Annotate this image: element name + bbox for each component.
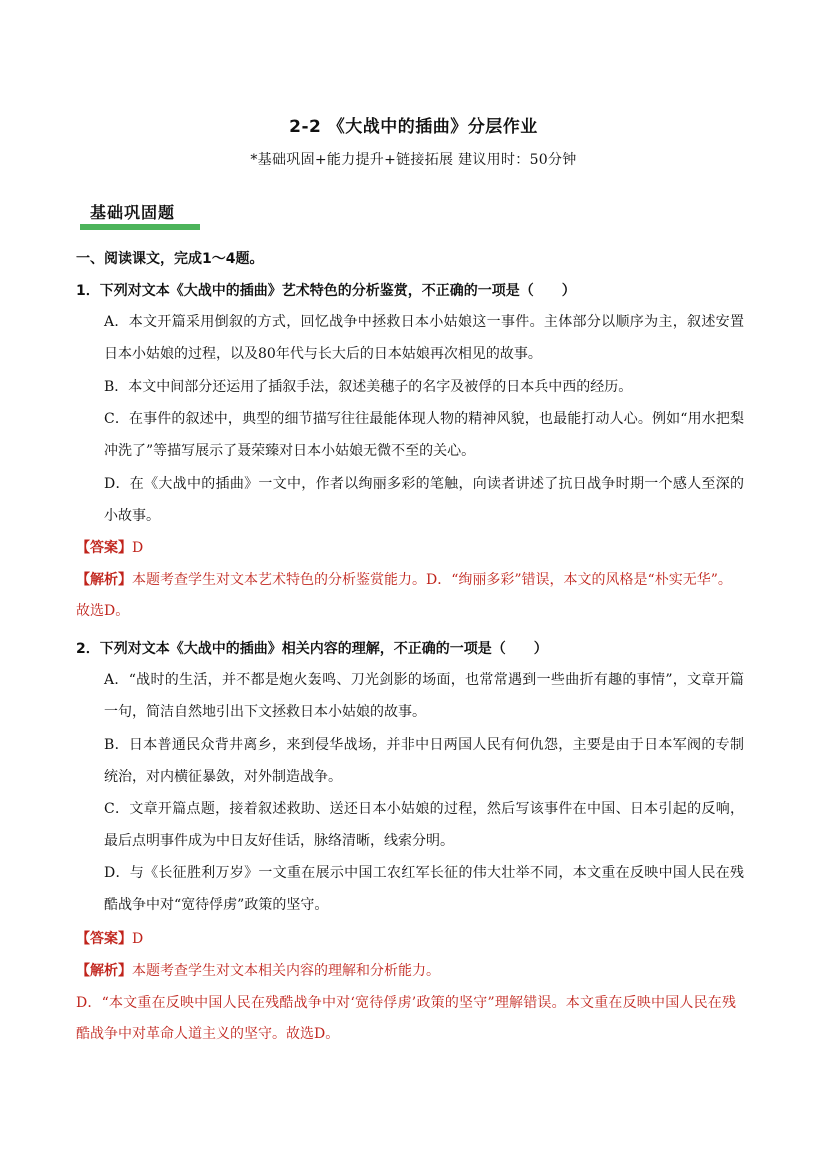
answer-value: D — [132, 540, 144, 556]
question-2-option-d: D．与《长征胜利万岁》一文重在展示中国工农红军长征的伟大壮举不同，本文重在反映中国人民在残酷战争中对“宽待俘虏”政策的坚守。 — [104, 865, 744, 913]
question-2-option-c: C．文章开篇点题，接着叙述救助、送还日本小姑娘的过程，然后写该事件在中国、日本引起的反响，最后点明事件成为中日友好佳话，脉络清晰，线索分明。 — [104, 801, 744, 849]
answer-tag: 【答案】 — [76, 931, 132, 947]
question-1-answer — [76, 533, 736, 564]
question-2-analysis — [76, 956, 736, 987]
analysis-text: 本题考查学生对文本相关内容的理解和分析能力。 — [132, 963, 440, 979]
question-1-stem: 1．下列对文本《大战中的插曲》艺术特色的分析鉴赏，不正确的一项是（ ） — [76, 283, 576, 299]
instruction: 一、阅读课文，完成1～4题。 — [76, 251, 264, 267]
section-underline — [80, 224, 200, 230]
analysis-text: 本题考查学生对文本艺术特色的分析鉴赏能力。D．“绚丽多彩”错误，本文的风格是“朴实无华”。故选D。 — [76, 572, 732, 619]
question-2-option-b: B．日本普通民众背井离乡，来到侵华战场，并非中日两国人民有何仇怨，主要是由于日本军阀的专制统治，对内横征暴敛，对外制造战争。 — [104, 737, 744, 785]
question-2-answer — [76, 924, 736, 955]
analysis-tag: 【解析】 — [76, 963, 132, 979]
question-1-analysis — [76, 565, 736, 627]
question-1-option-b: B．本文中间部分还运用了插叙手法，叙述美穗子的名字及被俘的日本兵中西的经历。 — [104, 379, 633, 395]
section-label: 基础巩固题 — [90, 203, 176, 222]
answer-tag: 【答案】 — [76, 540, 132, 556]
question-1-option-c: C．在事件的叙述中，典型的细节描写往往最能体现人物的精神风貌，也最能打动人心。例如“用水把梨冲洗了”等描写展示了聂荣臻对日本小姑娘无微不至的关心。 — [104, 411, 744, 459]
analysis-tag: 【解析】 — [76, 572, 132, 588]
question-2-option-a: A．“战时的生活，并不都是炮火轰鸣、刀光剑影的场面，也常常遇到一些曲折有趣的事情”，文章开篇一句，简洁自然地引出下文拯救日本小姑娘的故事。 — [104, 672, 744, 720]
question-1-option-a: A．本文开篇采用倒叙的方式，回忆战争中拯救日本小姑娘这一事件。主体部分以顺序为主，叙述安置日本小姑娘的过程，以及80年代与长大后的日本姑娘再次相见的故事。 — [104, 314, 744, 362]
question-2-stem: 2．下列对文本《大战中的插曲》相关内容的理解，不正确的一项是（ ） — [76, 641, 548, 657]
section-badge — [80, 200, 202, 234]
page-title: 2-2 《大战中的插曲》分层作业 — [289, 117, 538, 137]
page-subtitle: *基础巩固+能力提升+链接拓展 建议用时：50分钟 — [250, 152, 577, 168]
question-1-option-d: D．在《大战中的插曲》一文中，作者以绚丽多彩的笔触，向读者讲述了抗日战争时期一个感人至深的小故事。 — [104, 476, 744, 524]
answer-value: D — [132, 931, 144, 947]
question-2-analysis-extra: D．“本文重在反映中国人民在残酷战争中对‘宽待俘虏’政策的坚守”理解错误。本文重在反映中国人民在残酷战争中对革命人道主义的坚守。故选D。 — [76, 995, 736, 1042]
